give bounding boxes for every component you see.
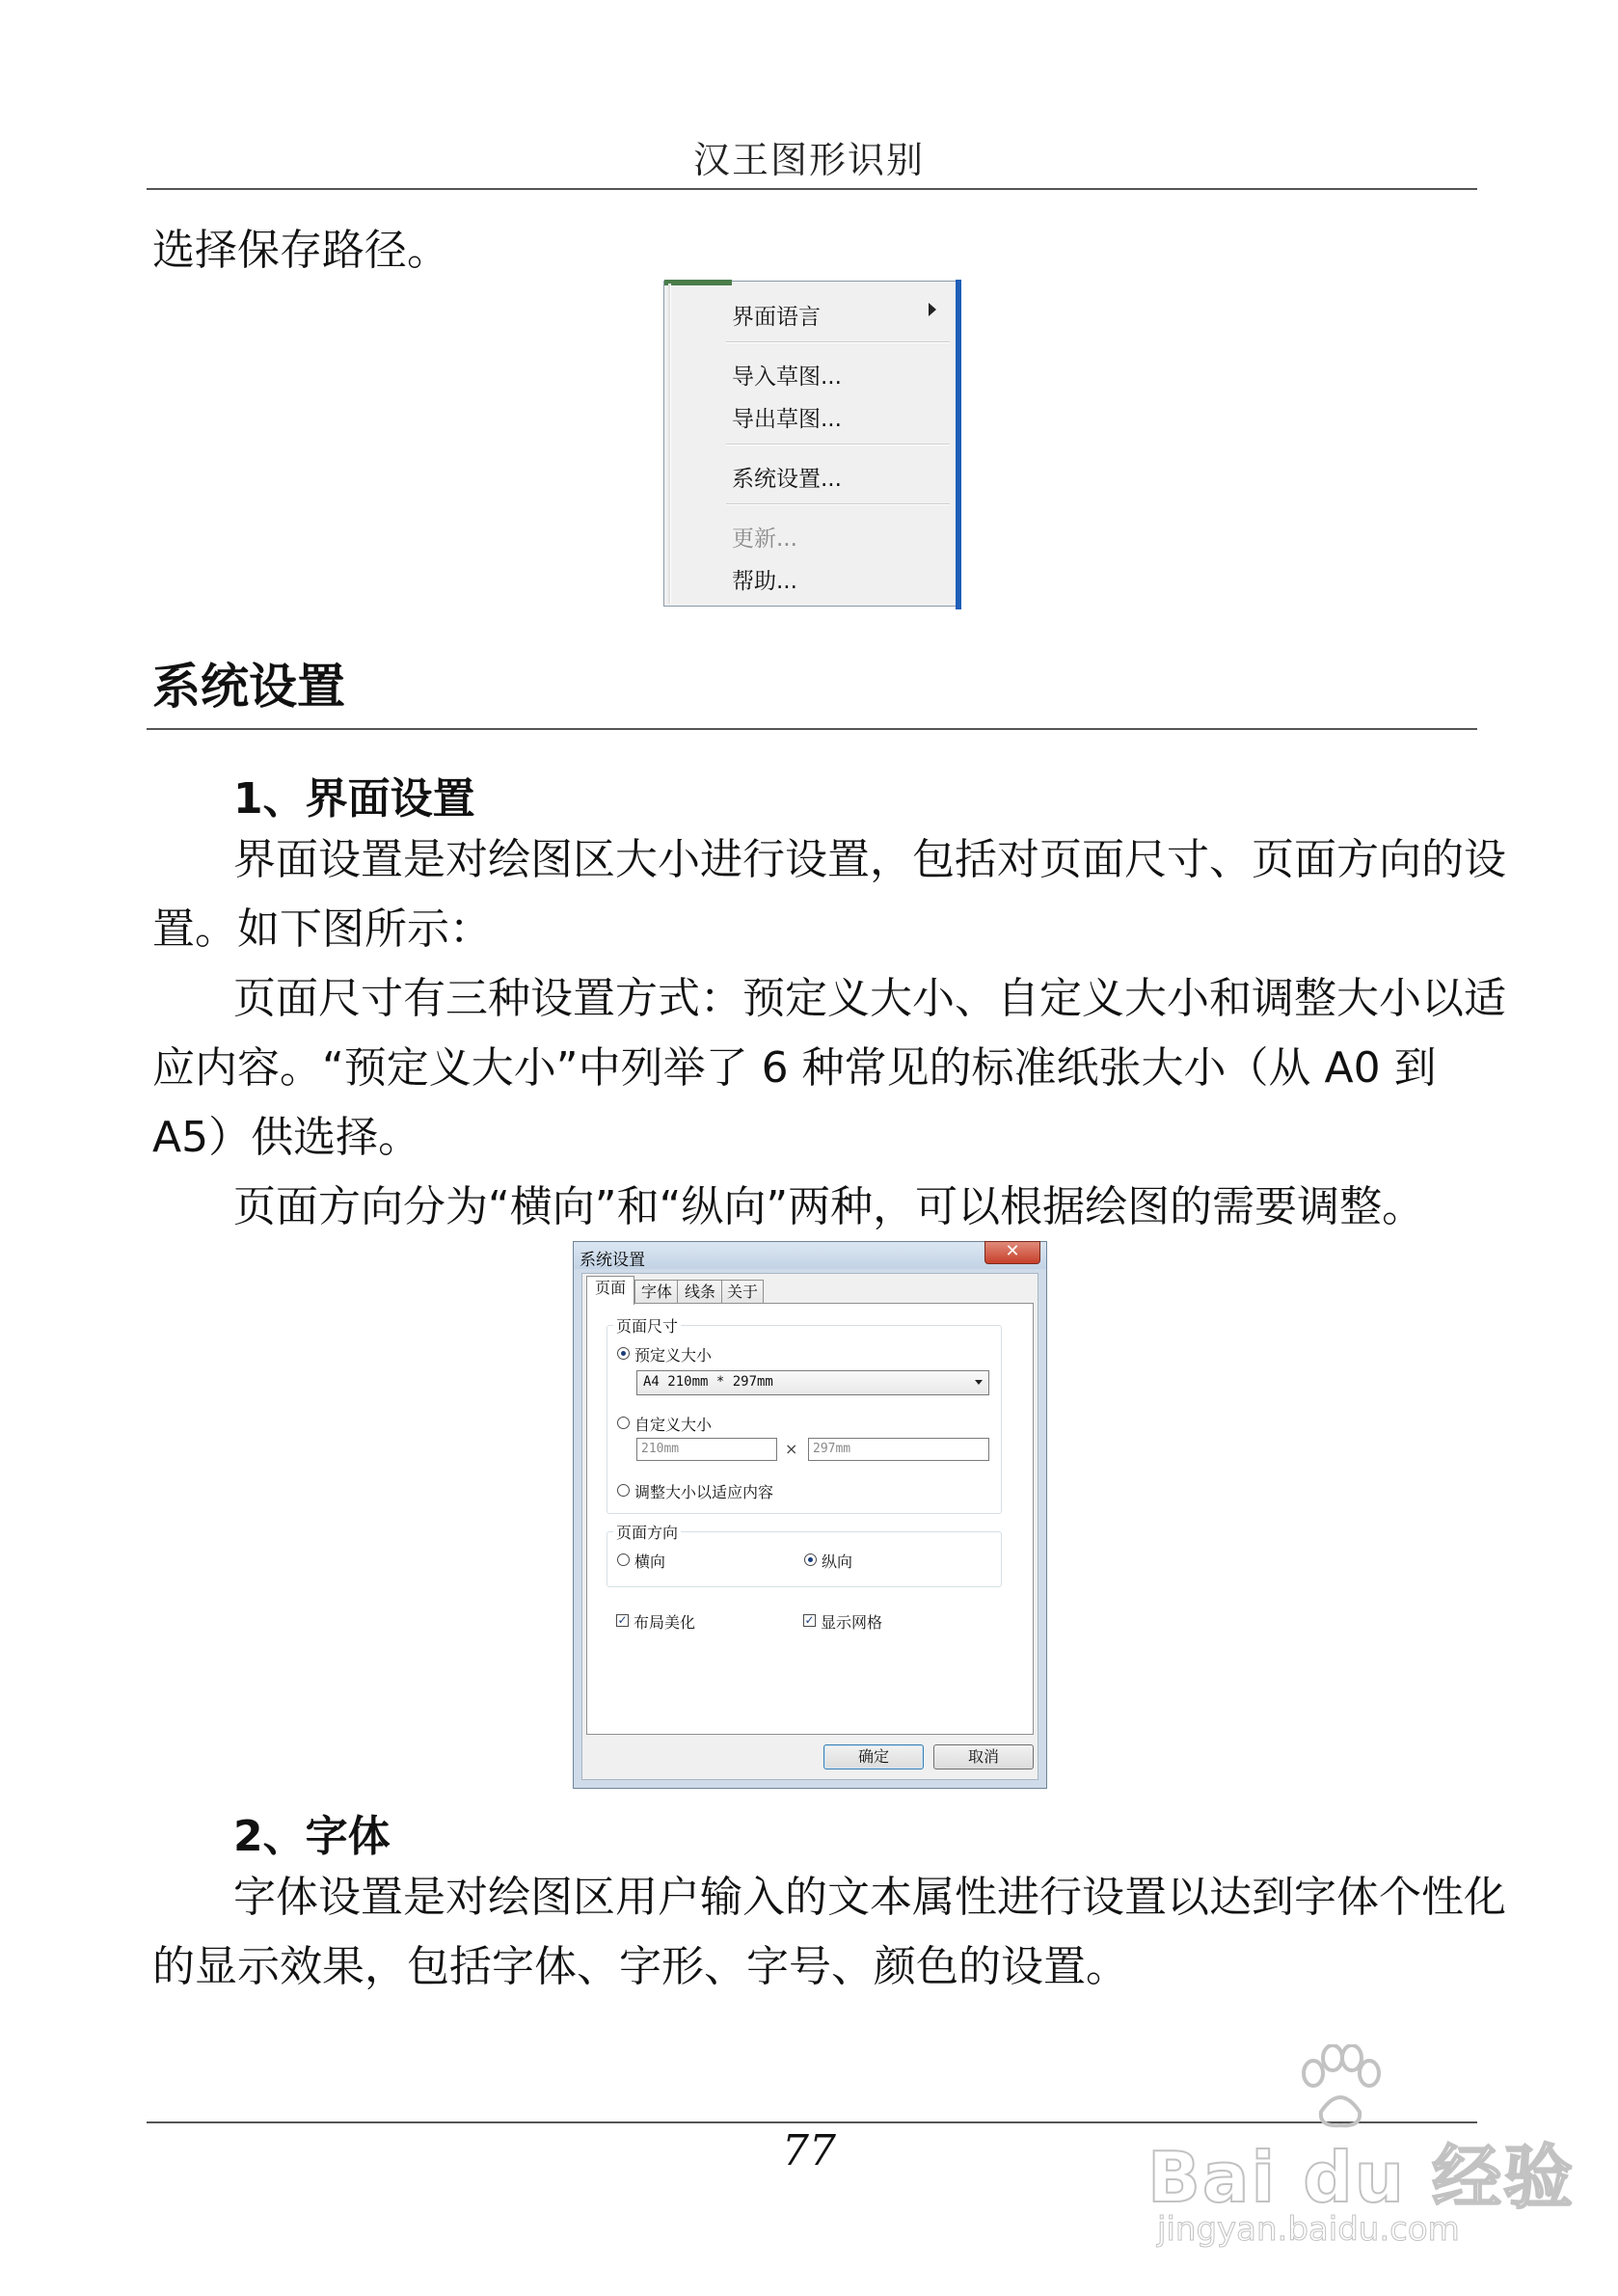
fit-content-label: 调整大小以适应内容 [634,1483,774,1501]
tab-page[interactable]: 页面 [586,1276,634,1305]
paragraph-page-orientation [152,1173,1471,1242]
menu-top-strip [664,280,732,285]
watermark-url: jingyan.baidu.com [1157,2210,1460,2249]
times-icon: × [785,1440,798,1458]
dialog-titlebar [574,1242,1046,1269]
tab-font[interactable]: 字体 [634,1280,679,1304]
predefined-size-value: A4 210mm * 297mm [643,1374,773,1390]
portrait-label: 纵向 [822,1553,853,1571]
system-settings-dialog [573,1241,1047,1789]
text-line: 页面尺寸有三种设置方式：预定义大小、自定义大小和调整大小以适 [233,974,1506,1023]
paragraph-interface-settings [152,825,1506,964]
header-rule [147,188,1477,190]
menu-separator [726,341,950,343]
intro-line: 选择保存路径。 [152,226,449,275]
text-line: 置。如下图所示： [152,905,492,954]
text-line: 应内容。“预定义大小”中列举了 6 种常见的标准纸张大小（从 A0 到 [152,1043,1437,1093]
section-rule [147,728,1477,730]
menu-window-edge [956,280,961,609]
menu-gutter [668,284,671,604]
paragraph-page-size [152,964,1506,1173]
predefined-size-label: 预定义大小 [634,1346,713,1364]
show-grid-label: 显示网格 [821,1613,883,1632]
page-size-group [607,1317,1002,1514]
text-line: 界面设置是对绘图区大小进行设置，包括对页面尺寸、页面方向的设 [233,835,1506,884]
dialog-title: 系统设置 [580,1251,645,1270]
subsection-title-font: 2、字体 [233,1812,391,1861]
text-line: 的显示效果，包括字体、字形、字号、颜色的设置。 [152,1942,1128,1991]
subsection-title-interface: 1、界面设置 [233,774,475,824]
menu-item-help[interactable]: 帮助... [732,569,797,594]
page-size-group-label: 页面尺寸 [613,1314,681,1337]
text-line: 页面方向分为“横向”和“纵向”两种，可以根据绘图的需要调整。 [233,1182,1425,1231]
page-orientation-group-label: 页面方向 [613,1521,681,1543]
landscape-radio[interactable] [617,1553,630,1566]
custom-size-label: 自定义大小 [634,1416,713,1434]
baidu-watermark [1147,2044,1576,2256]
tab-line[interactable]: 线条 [677,1280,723,1304]
close-icon[interactable]: ✕ [984,1241,1040,1264]
chevron-down-icon [975,1380,983,1385]
beautify-layout-checkbox[interactable]: ✓ [617,1613,628,1627]
menu-separator [726,444,950,446]
tab-about[interactable]: 关于 [721,1280,764,1304]
ok-button[interactable]: 确定 [823,1744,924,1769]
submenu-arrow-icon [929,303,936,316]
custom-width-value: 210mm [641,1442,680,1456]
custom-height-input[interactable] [808,1438,989,1461]
paw-logo-icon [1292,2044,1389,2131]
fit-content-radio[interactable] [617,1484,630,1497]
tab-panel-page [586,1303,1034,1735]
dialog-client-area [581,1273,1038,1780]
predefined-size-select[interactable] [636,1370,989,1395]
menu-item-update: 更新... [732,527,797,552]
menu-item-export-sketch[interactable]: 导出草图... [732,407,842,432]
menu-item-import-sketch[interactable]: 导入草图... [732,365,842,390]
cancel-button[interactable]: 取消 [933,1744,1034,1769]
menu-item-interface-language[interactable]: 界面语言 [732,305,821,330]
watermark-brand: Bai du 经验 [1147,2137,1576,2218]
custom-width-input[interactable] [636,1438,777,1461]
show-grid-checkbox[interactable]: ✓ [804,1613,815,1627]
page-number: 77 [782,2126,836,2175]
menu-separator [726,503,950,505]
custom-height-value: 297mm [813,1442,851,1456]
text-line: 字体设置是对绘图区用户输入的文本属性进行设置以达到字体个性化 [233,1873,1506,1922]
landscape-label: 横向 [634,1553,666,1571]
menu-item-system-settings[interactable]: 系统设置... [732,467,842,492]
predefined-size-radio[interactable] [617,1347,630,1360]
beautify-layout-label: 布局美化 [634,1613,696,1632]
paragraph-font-settings [152,1863,1506,2002]
section-title: 系统设置 [152,659,345,715]
page-orientation-group [607,1524,1002,1587]
custom-size-radio[interactable] [617,1417,630,1429]
context-menu-screenshot [663,281,958,607]
running-header: 汉王图形识别 [692,139,925,181]
portrait-radio[interactable] [804,1553,817,1566]
text-line: A5）供选择。 [152,1113,421,1162]
